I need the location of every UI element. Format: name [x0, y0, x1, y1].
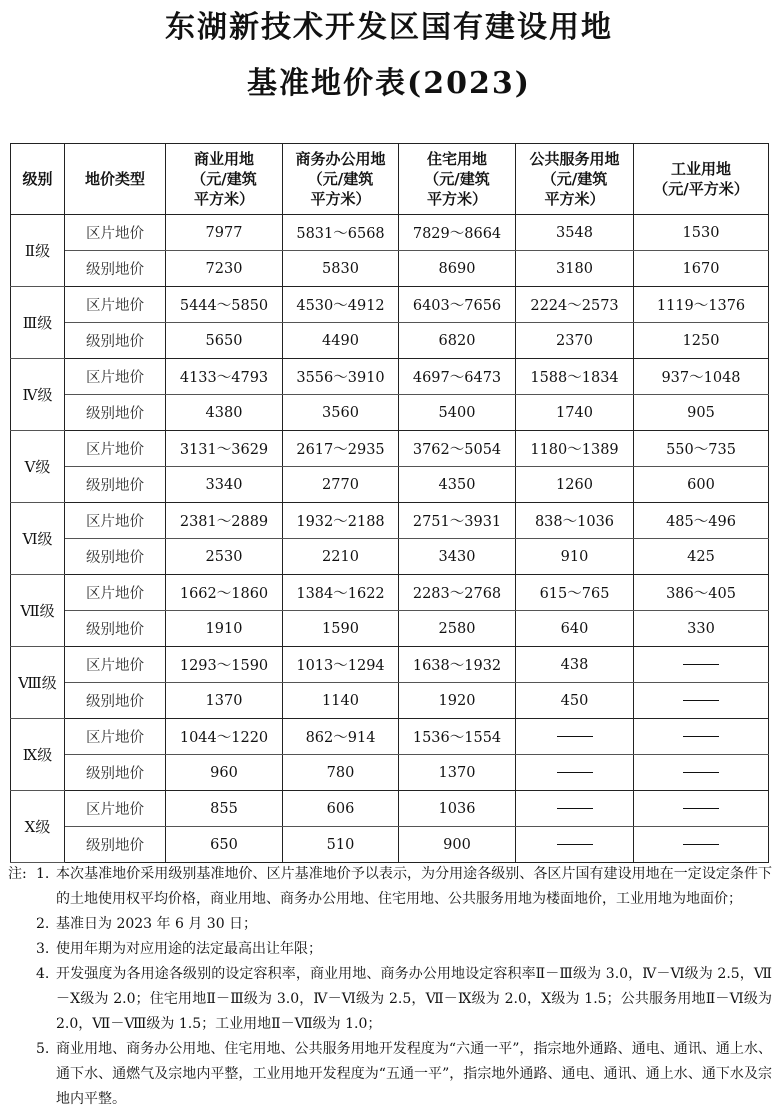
- price-cell: 1662～1860: [166, 575, 283, 611]
- price-cell: [634, 755, 769, 791]
- notes-section: [8, 862, 772, 1112]
- price-cell: 2224～2573: [516, 287, 634, 323]
- price-cell: 330: [634, 611, 769, 647]
- price-cell: [516, 719, 634, 755]
- no-value-dash: [557, 844, 593, 845]
- price-cell: 1590: [283, 611, 399, 647]
- price-cell: 1013～1294: [283, 647, 399, 683]
- price-cell: 485～496: [634, 503, 769, 539]
- level-cell: Ⅷ级: [11, 647, 65, 719]
- price-cell: 5830: [283, 251, 399, 287]
- level-cell: Ⅹ级: [11, 791, 65, 863]
- price-cell: 5831～6568: [283, 215, 399, 251]
- price-cell: 1250: [634, 323, 769, 359]
- price-type-cell: 区片地价: [65, 431, 166, 467]
- table-row: [11, 323, 769, 359]
- price-cell: 1384～1622: [283, 575, 399, 611]
- price-cell: 600: [634, 467, 769, 503]
- price-type-cell: 区片地价: [65, 215, 166, 251]
- price-cell: [516, 755, 634, 791]
- level-cell: Ⅴ级: [11, 431, 65, 503]
- note-number: 5.: [36, 1041, 50, 1057]
- price-cell: 4380: [166, 395, 283, 431]
- price-type-cell: 区片地价: [65, 791, 166, 827]
- price-cell: 438: [516, 647, 634, 683]
- table-row: [11, 791, 769, 827]
- price-cell: 2210: [283, 539, 399, 575]
- price-cell: 5444～5850: [166, 287, 283, 323]
- price-type-cell: 区片地价: [65, 575, 166, 611]
- price-cell: 3340: [166, 467, 283, 503]
- price-type-cell: 级别地价: [65, 539, 166, 575]
- table-row: [11, 575, 769, 611]
- price-cell: 4350: [399, 467, 516, 503]
- price-cell: 4490: [283, 323, 399, 359]
- note-item: [8, 937, 772, 962]
- price-type-cell: 区片地价: [65, 719, 166, 755]
- price-cell: 1530: [634, 215, 769, 251]
- land-price-table: [10, 143, 769, 863]
- no-value-dash: [683, 772, 719, 773]
- price-cell: 1180～1389: [516, 431, 634, 467]
- price-type-cell: 级别地价: [65, 611, 166, 647]
- table-header-row: [11, 144, 769, 215]
- price-cell: 550～735: [634, 431, 769, 467]
- price-cell: 3131～3629: [166, 431, 283, 467]
- price-cell: 1119～1376: [634, 287, 769, 323]
- price-cell: 2580: [399, 611, 516, 647]
- header-public: 公共服务用地 （元/建筑 平方米）: [516, 144, 634, 215]
- table-row: [11, 431, 769, 467]
- price-cell: 640: [516, 611, 634, 647]
- price-cell: 2530: [166, 539, 283, 575]
- price-cell: 780: [283, 755, 399, 791]
- price-cell: 2751～3931: [399, 503, 516, 539]
- price-cell: [634, 683, 769, 719]
- table-row: [11, 503, 769, 539]
- note-text: 基准日为 2023 年 6 月 30 日；: [56, 916, 258, 932]
- no-value-dash: [557, 808, 593, 809]
- price-cell: 3548: [516, 215, 634, 251]
- table-row: [11, 719, 769, 755]
- price-cell: [634, 719, 769, 755]
- level-cell: Ⅶ级: [11, 575, 65, 647]
- price-cell: 2770: [283, 467, 399, 503]
- price-cell: 425: [634, 539, 769, 575]
- price-cell: 8690: [399, 251, 516, 287]
- price-cell: 2381～2889: [166, 503, 283, 539]
- price-cell: 1638～1932: [399, 647, 516, 683]
- price-cell: 1932～2188: [283, 503, 399, 539]
- table-row: [11, 395, 769, 431]
- price-cell: 905: [634, 395, 769, 431]
- price-cell: 4133～4793: [166, 359, 283, 395]
- level-cell: Ⅱ级: [11, 215, 65, 287]
- no-value-dash: [683, 700, 719, 701]
- price-cell: [634, 791, 769, 827]
- price-type-cell: 级别地价: [65, 827, 166, 863]
- price-cell: 6403～7656: [399, 287, 516, 323]
- price-cell: 5400: [399, 395, 516, 431]
- header-commercial: 商业用地 （元/建筑 平方米）: [166, 144, 283, 215]
- price-cell: 862～914: [283, 719, 399, 755]
- table-row: [11, 539, 769, 575]
- price-type-cell: 级别地价: [65, 323, 166, 359]
- price-cell: 1044～1220: [166, 719, 283, 755]
- price-cell: 3180: [516, 251, 634, 287]
- price-cell: 2617～2935: [283, 431, 399, 467]
- table-row: [11, 251, 769, 287]
- price-cell: 937～1048: [634, 359, 769, 395]
- header-level: 级别: [11, 144, 65, 215]
- price-cell: 1920: [399, 683, 516, 719]
- price-cell: 1260: [516, 467, 634, 503]
- price-type-cell: 级别地价: [65, 755, 166, 791]
- price-type-cell: 区片地价: [65, 359, 166, 395]
- price-cell: 910: [516, 539, 634, 575]
- price-cell: [634, 647, 769, 683]
- price-cell: 855: [166, 791, 283, 827]
- no-value-dash: [683, 664, 719, 665]
- level-cell: Ⅸ级: [11, 719, 65, 791]
- price-cell: 615～765: [516, 575, 634, 611]
- price-cell: 5650: [166, 323, 283, 359]
- price-cell: 2283～2768: [399, 575, 516, 611]
- price-cell: [634, 827, 769, 863]
- table-row: [11, 611, 769, 647]
- price-cell: 510: [283, 827, 399, 863]
- price-cell: 1140: [283, 683, 399, 719]
- price-cell: 2370: [516, 323, 634, 359]
- price-cell: [516, 827, 634, 863]
- note-item: [8, 862, 772, 912]
- note-number: 1.: [36, 866, 50, 882]
- note-number: 3.: [36, 941, 50, 957]
- level-cell: Ⅳ级: [11, 359, 65, 431]
- header-kind: 地价类型: [65, 144, 166, 215]
- table-row: [11, 467, 769, 503]
- no-value-dash: [557, 772, 593, 773]
- note-text: 开发强度为各用途各级别的设定容积率，商业用地、商务办公用地设定容积率Ⅱ－Ⅲ级为 3.0，Ⅳ－Ⅵ级为 2.5，Ⅶ－Ⅹ级为 2.0；住宅用地Ⅱ－Ⅲ级为 3.0，Ⅳ－Ⅵ级为 2.5，Ⅶ－Ⅸ级为 2.0，Ⅹ级为 1.5；公共服务用地Ⅱ－Ⅵ级为 2.0，Ⅶ－Ⅷ级为 1.5；工业用地Ⅱ－Ⅶ级为 1.0；: [56, 966, 772, 1032]
- price-type-cell: 级别地价: [65, 251, 166, 287]
- note-item: [8, 912, 772, 937]
- level-cell: Ⅵ级: [11, 503, 65, 575]
- price-type-cell: 区片地价: [65, 647, 166, 683]
- header-office: 商务办公用地 （元/建筑 平方米）: [283, 144, 399, 215]
- note-text: 商业用地、商务办公用地、住宅用地、公共服务用地开发程度为“六通一平”，指宗地外通路、通电、通讯、通上水、通下水、通燃气及宗地内平整，工业用地开发程度为“五通一平”，指宗地外通路、通电、通讯、通上水、通下水及宗地内平整。: [56, 1041, 772, 1107]
- price-cell: 4530～4912: [283, 287, 399, 323]
- price-type-cell: 区片地价: [65, 287, 166, 323]
- price-cell: 3556～3910: [283, 359, 399, 395]
- header-residential: 住宅用地 （元/建筑 平方米）: [399, 144, 516, 215]
- price-cell: 3560: [283, 395, 399, 431]
- notes-label: 注:: [8, 866, 27, 882]
- price-cell: 450: [516, 683, 634, 719]
- price-cell: 386～405: [634, 575, 769, 611]
- price-cell: 960: [166, 755, 283, 791]
- no-value-dash: [557, 736, 593, 737]
- price-cell: 1293～1590: [166, 647, 283, 683]
- table-row: [11, 215, 769, 251]
- price-cell: 7230: [166, 251, 283, 287]
- price-cell: 1670: [634, 251, 769, 287]
- page-title-line-2: 基准地价表(2023): [247, 66, 531, 101]
- price-type-cell: 级别地价: [65, 467, 166, 503]
- price-cell: 1370: [399, 755, 516, 791]
- price-cell: 1910: [166, 611, 283, 647]
- price-cell: 1740: [516, 395, 634, 431]
- price-cell: 4697～6473: [399, 359, 516, 395]
- price-type-cell: 级别地价: [65, 683, 166, 719]
- price-cell: 1588～1834: [516, 359, 634, 395]
- price-cell: 650: [166, 827, 283, 863]
- no-value-dash: [683, 808, 719, 809]
- price-cell: 606: [283, 791, 399, 827]
- price-cell: 1036: [399, 791, 516, 827]
- no-value-dash: [683, 844, 719, 845]
- price-cell: 1536～1554: [399, 719, 516, 755]
- page-title-line-1: 东湖新技术开发区国有建设用地: [165, 10, 613, 45]
- price-cell: 900: [399, 827, 516, 863]
- price-cell: 6820: [399, 323, 516, 359]
- price-cell: 7977: [166, 215, 283, 251]
- table-row: [11, 647, 769, 683]
- table-row: [11, 359, 769, 395]
- price-cell: 7829～8664: [399, 215, 516, 251]
- note-text: 使用年期为对应用途的法定最高出让年限；: [56, 941, 322, 957]
- price-cell: 3762～5054: [399, 431, 516, 467]
- price-cell: 838～1036: [516, 503, 634, 539]
- header-industrial: 工业用地 （元/平方米）: [634, 144, 769, 215]
- price-cell: 1370: [166, 683, 283, 719]
- note-text: 本次基准地价采用级别基准地价、区片基准地价予以表示，为分用途各级别、各区片国有建设用地在一定设定条件下的土地使用权平均价格，商业用地、商务办公用地、住宅用地、公共服务用地为楼面地价，工业用地为地面价；: [56, 866, 772, 907]
- price-type-cell: 级别地价: [65, 395, 166, 431]
- price-type-cell: 区片地价: [65, 503, 166, 539]
- no-value-dash: [683, 736, 719, 737]
- table-row: [11, 683, 769, 719]
- table-row: [11, 755, 769, 791]
- note-number: 2.: [36, 916, 50, 932]
- price-cell: [516, 791, 634, 827]
- price-cell: 3430: [399, 539, 516, 575]
- table-row: [11, 827, 769, 863]
- note-item: [8, 1037, 772, 1112]
- note-number: 4.: [36, 966, 50, 982]
- level-cell: Ⅲ级: [11, 287, 65, 359]
- note-item: [8, 962, 772, 1037]
- table-row: [11, 287, 769, 323]
